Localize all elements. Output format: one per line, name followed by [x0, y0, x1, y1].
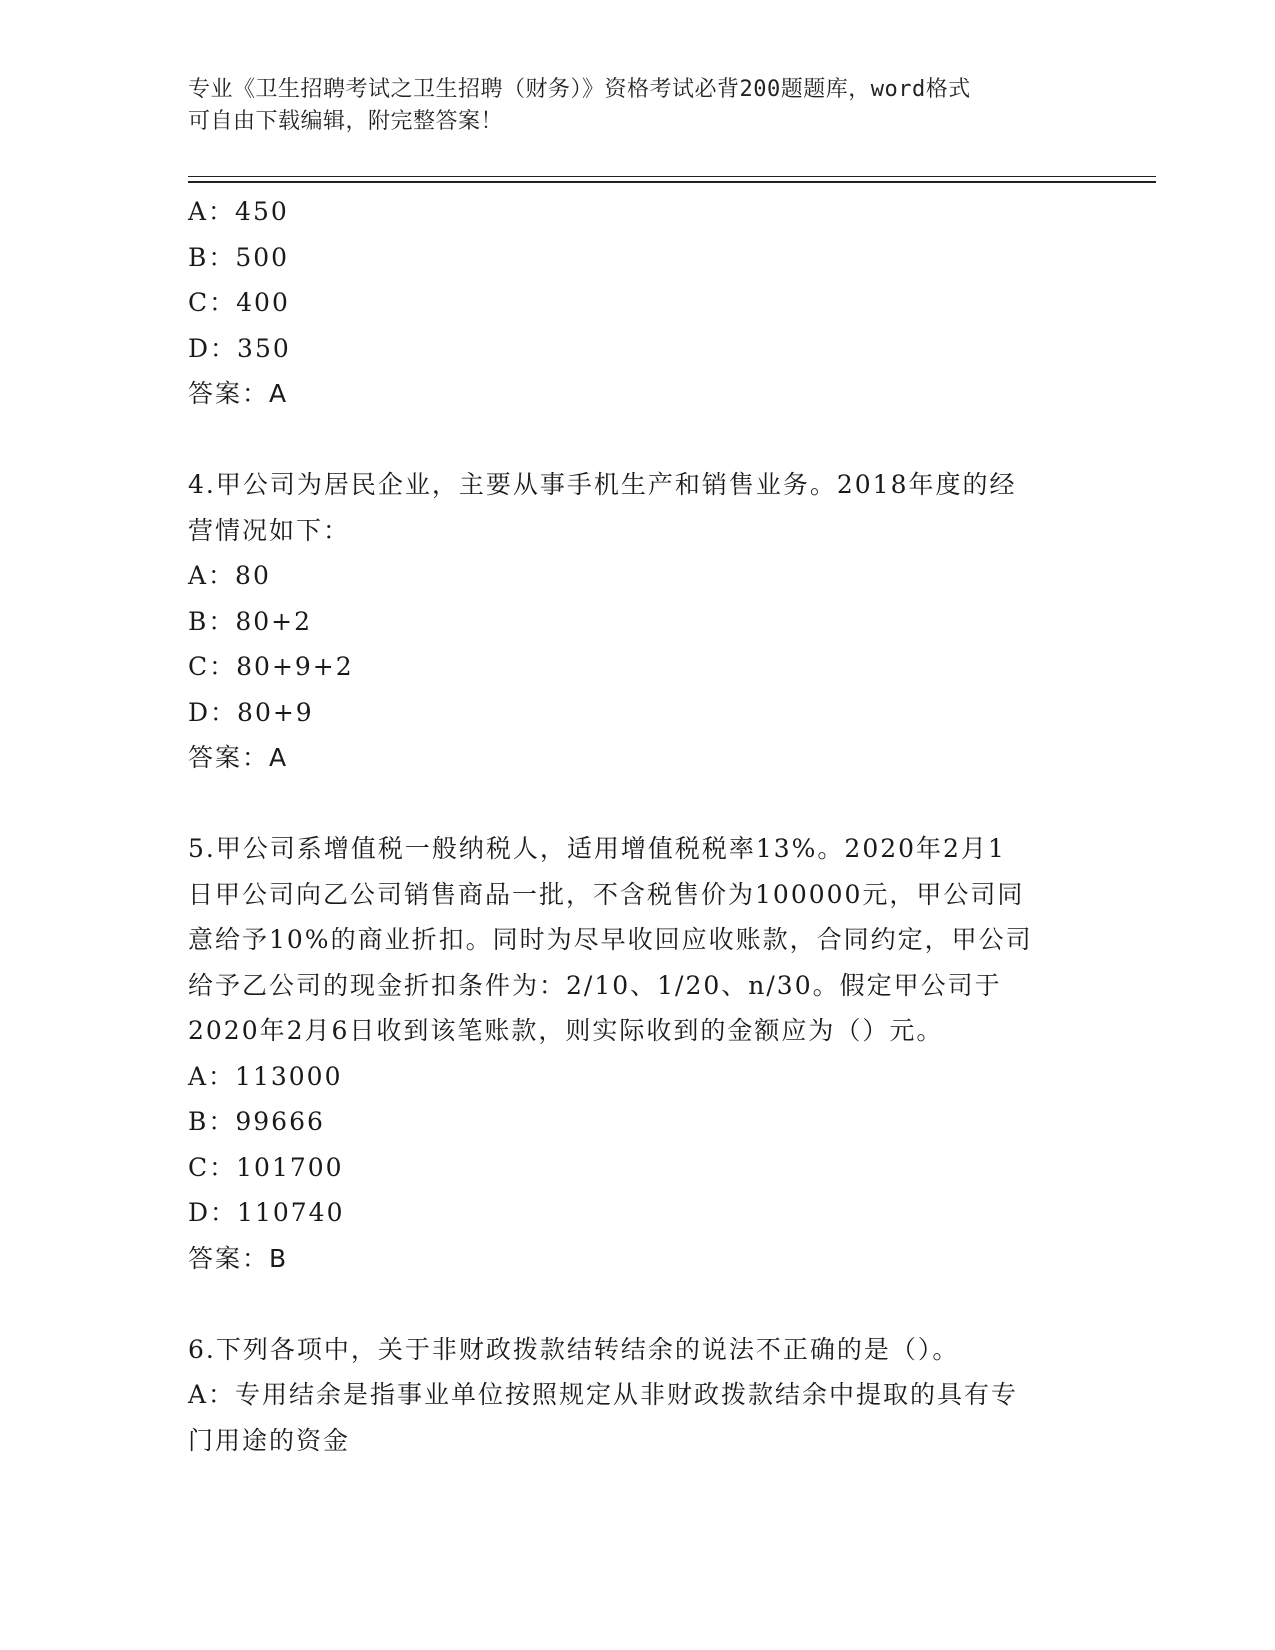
- answer-line: 答案：B: [188, 1243, 289, 1273]
- question-stem-line: 意给予10%的商业折扣。同时为尽早收回应收账款，合同约定，甲公司: [188, 925, 1033, 954]
- question-stem-line: 给予乙公司的现金折扣条件为：2/10、1/20、n/30。假定甲公司于: [188, 970, 1002, 1000]
- spacer: [188, 1281, 1088, 1327]
- option-b: B：80+2: [188, 606, 313, 636]
- option-a-line-2: 门用途的资金: [188, 1425, 351, 1455]
- header-rule-thick: [188, 181, 1156, 183]
- header-line-2: 可自由下载编辑，附完整答案！: [188, 109, 504, 134]
- question-stem-line: 营情况如下：: [188, 515, 351, 545]
- answer-line: 答案：A: [188, 743, 289, 772]
- question-4: [188, 462, 1088, 781]
- option-c: C：80+9+2: [188, 652, 354, 681]
- header-rule-thin: [188, 176, 1156, 177]
- option-a: A：113000: [188, 1061, 343, 1091]
- option-b: B：99666: [188, 1107, 325, 1136]
- question-stem-line: 6.下列各项中，关于非财政拨款结转结余的说法不正确的是（）。: [188, 1334, 960, 1364]
- question-3: [188, 189, 1088, 417]
- header-line-1: 专业《卫生招聘考试之卫生招聘（财务）》资格考试必背200题题库，word格式: [188, 77, 971, 102]
- option-c: C：400: [188, 288, 290, 317]
- spacer: [188, 417, 1088, 463]
- option-c: C：101700: [188, 1152, 344, 1182]
- option-a: A：80: [188, 561, 271, 590]
- question-stem-line: 4.甲公司为居民企业，主要从事手机生产和销售业务。2018年度的经: [188, 470, 1017, 499]
- document-header: [188, 74, 1068, 138]
- question-stem-line: 日甲公司向乙公司销售商品一批，不含税售价为100000元，甲公司同: [188, 879, 1025, 909]
- option-d: D：80+9: [188, 697, 314, 727]
- option-d: D：350: [188, 333, 291, 363]
- question-content: [188, 189, 1088, 1463]
- answer-line: 答案：A: [188, 379, 289, 408]
- spacer: [188, 781, 1088, 827]
- question-6: [188, 1327, 1088, 1464]
- option-b: B：500: [188, 242, 290, 272]
- question-5: [188, 826, 1088, 1281]
- option-a: A：450: [188, 197, 289, 226]
- option-a-line-1: A：专用结余是指事业单位按照规定从非财政拨款结余中提取的具有专: [188, 1380, 1019, 1409]
- question-stem-line: 5.甲公司系增值税一般纳税人，适用增值税税率13%。2020年2月1: [188, 834, 1006, 863]
- question-stem-line: 2020年2月6日收到该笔账款，则实际收到的金额应为（）元。: [188, 1016, 944, 1045]
- option-d: D：110740: [188, 1198, 345, 1227]
